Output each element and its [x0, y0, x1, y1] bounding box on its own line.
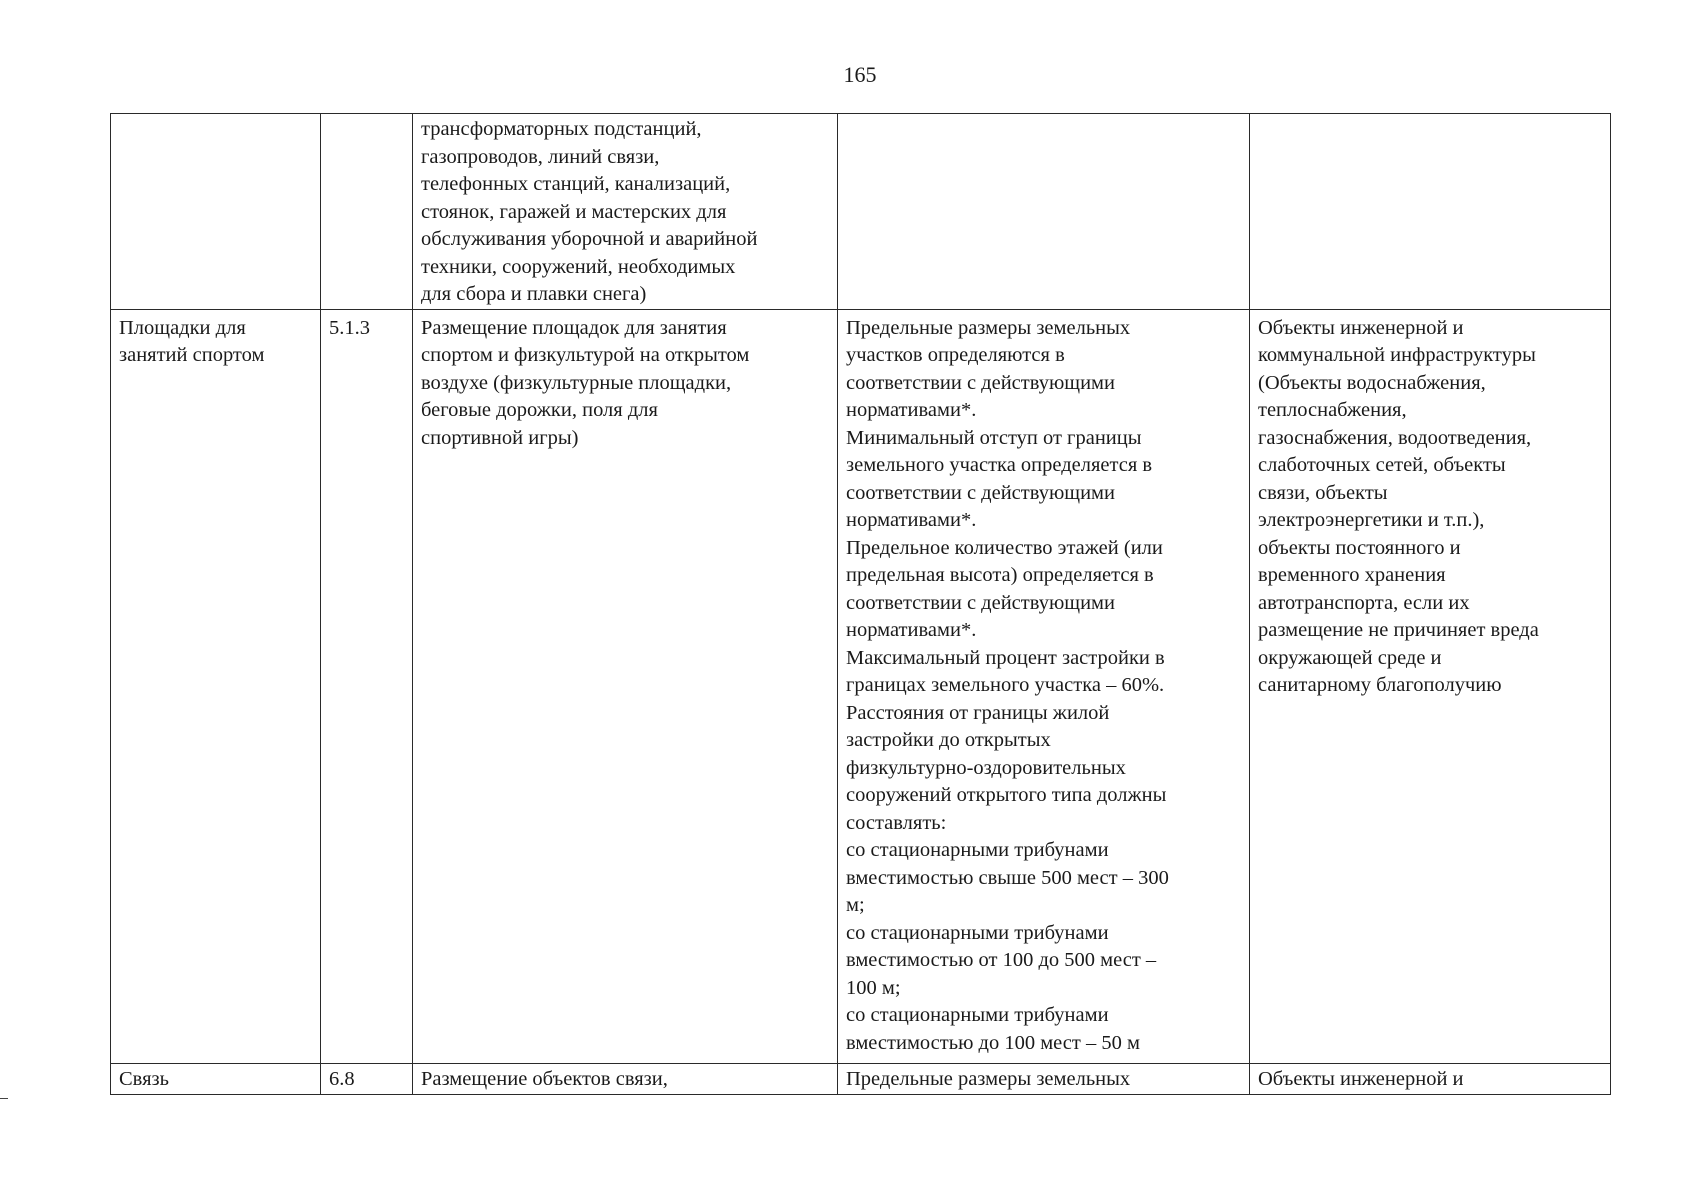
use-code-cell: 5.1.3 — [321, 309, 413, 1063]
use-code-cell — [321, 114, 413, 310]
parameters-cell: Предельные размеры земельных участков определяются в соответствии с действующими нормативами*. Минимальный отступ от границы земельного участка определяется в соответствии с действующими нормативами*. Предельное количество этажей (или предельная высота) определяется в соответствии с действующими нормативами*. Максимальный процент застройки в границах земельного участка – 60%. Расстояния от границы жилой застройки до открытых физкультурно-оздоровительных сооружений открытого типа должны составлять: со стационарными трибунами вместимостью свыше 500 мест – 300 м; со стационарными трибунами вместимостью от 100 до 500 мест – 100 м; со стационарными трибунами вместимостью до 100 мест – 50 м — [838, 309, 1250, 1063]
table-row — [111, 114, 1611, 310]
use-name-cell: Связь — [111, 1063, 321, 1094]
auxiliary-uses-cell: Объекты инженерной и коммунальной инфраструктуры (Объекты водоснабжения, теплоснабжения, газоснабжения, водоотведения, слаботочных сетей, объекты связи, объекты электроэнергетики и т.п.), объекты постоянного и временного хранения автотранспорта, если их размещение не причиняет вреда окружающей среде и санитарному благополучию — [1250, 309, 1611, 1063]
table-row — [111, 1063, 1611, 1094]
auxiliary-uses-cell: Объекты инженерной и — [1250, 1063, 1611, 1094]
page-number: 165 — [843, 62, 877, 87]
use-name-cell — [111, 114, 321, 310]
use-name-cell: Площадки для занятий спортом — [111, 309, 321, 1063]
use-description-cell: Размещение площадок для занятия спортом и физкультурой на открытом воздухе (физкультурные площадки, беговые дорожки, поля для спортивной игры) — [413, 309, 838, 1063]
use-description-cell: трансформаторных подстанций, газопроводов, линий связи, телефонных станций, канализаций, стоянок, гаражей и мастерских для обслуживания уборочной и аварийной техники, сооружений, необходимых для сбора и плавки снега) — [413, 114, 838, 310]
use-code-cell: 6.8 — [321, 1063, 413, 1094]
parameters-cell — [838, 114, 1250, 310]
margin-mark — [0, 1098, 8, 1099]
use-description-cell: Размещение объектов связи, — [413, 1063, 838, 1094]
table-row — [111, 309, 1611, 1063]
auxiliary-uses-cell — [1250, 114, 1611, 310]
land-use-table — [110, 113, 1611, 1095]
parameters-cell: Предельные размеры земельных — [838, 1063, 1250, 1094]
